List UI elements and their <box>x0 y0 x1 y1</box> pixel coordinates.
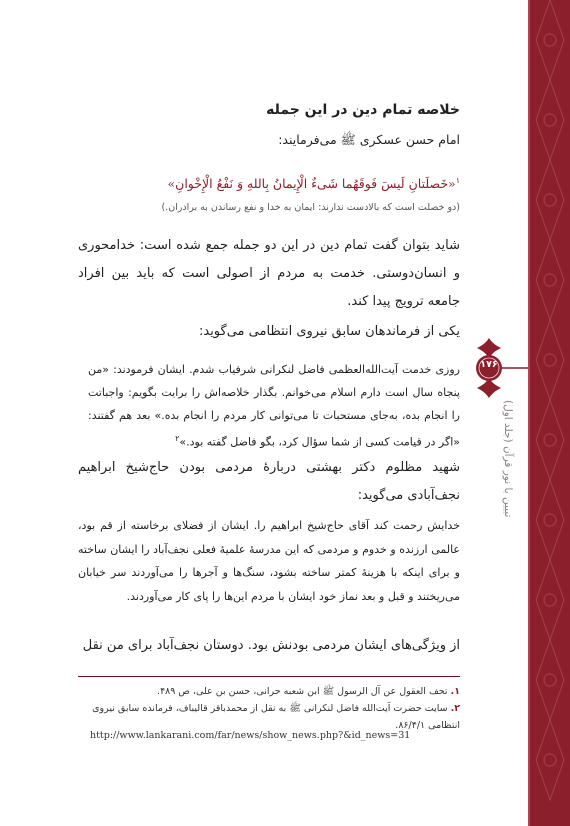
footnote-2-number: ۲. <box>450 703 460 714</box>
page-number: ۱۷۶ <box>480 359 498 370</box>
section-intro: امام حسن عسکری ﷺ می‌فرمایند: <box>278 132 460 147</box>
quote-text: روزی خدمت آیت‌الله‌العظمی فاضل لنکرانی شرفیاب شدم. ایشان فرمودند: «من پنجاه سال است دارم اسلام می‌خوانم. بگذار خلاصه‌اش را برایت بگویم: واجباتت را انجام بده، به‌جای مستحبات تا می‌توانی کار مردم را انجام بده.» بعد هم گفتند: «اگر در قیامت کسی از شما سؤال کرد، بگو فاضل گفته بود.» <box>88 363 460 449</box>
hadith-footnote-ref: ۱ <box>455 176 460 185</box>
footnote-divider <box>78 676 460 677</box>
side-rule <box>528 0 530 826</box>
footnote-1-text: تحف العقول عن آل الرسول ﷺ ابن شعبه حرانی، حسن بن علی، ص ۴۸۹. <box>157 686 448 697</box>
side-pattern-icon <box>534 0 566 826</box>
quote-footnote-ref: ۲ <box>175 434 180 443</box>
section-title: خلاصه تمام دین در این جمله <box>266 102 460 118</box>
footnote-url: http://www.lankarani.com/far/news/show_news.php?&id_news=31 <box>90 730 411 741</box>
hadith-text: «خَصلَتانِ لَیسَ فَوقَهُما شَیءٌ الْإِیمانُ بِاللهِ وَ نَفْعُ الْإِخْوانِ» <box>167 176 456 192</box>
hadith-arabic <box>60 176 460 191</box>
body-paragraph-1: شاید بتوان گفت تمام دین در این دو جمله جمع شده است: خدامحوری و انسان‌دوستی. خدمت به مردم از اصولی است که باید بین افراد جامعه ترویج پیدا کند. <box>78 238 460 309</box>
body-paragraph-4: از ویژگی‌های ایشان مردمی بودنش بود. دوستان نجف‌آباد برای من نقل <box>82 638 460 653</box>
quote-fazel-lankarani <box>88 358 460 454</box>
hadith-translation: (دو خصلت است که بالادست ندارند: ایمان به خدا و نفع رساندن به برادران.) <box>161 202 460 213</box>
running-title: تبیین با نور قرآن (جلد اول) <box>502 400 514 518</box>
footnote-2-text: سایت حضرت آیت‌الله فاضل لنکرانی ﷺ به نقل از محمدباقر قالیباف، فرمانده سابق نیروی انتظامی ۸۶/۴/۱. <box>92 703 460 731</box>
quote-beheshti: خدایش رحمت کند آقای حاج‌شیخ ابراهیم را. ایشان از فضلای برخاسته از قم بود، عالمی ارزنده و خدوم و مردمی که این مدرسهٔ علمیهٔ فعلی نجف‌آباد را ایشان ساخته و برای اینکه با هزینهٔ کمتر ساخته بشود، سنگ‌ها و آجرها را می‌آوردند سر خیابان می‌ریختند و قبل و بعد نماز خود ایشان با مردم این‌ها را پای کار می‌آوردند. <box>78 519 460 603</box>
body-paragraph-2: یکی از فرماندهان سابق نیروی انتظامی می‌گوید: <box>198 324 460 339</box>
footnote-1-number: ۱. <box>450 686 460 697</box>
footnote-2 <box>78 700 460 734</box>
footnote-1 <box>78 683 460 700</box>
body-paragraph-3: شهید مظلوم دکتر بهشتی دربارهٔ مردمی بودن حاج‌شیخ ابراهیم نجف‌آبادی می‌گوید: <box>78 460 460 503</box>
